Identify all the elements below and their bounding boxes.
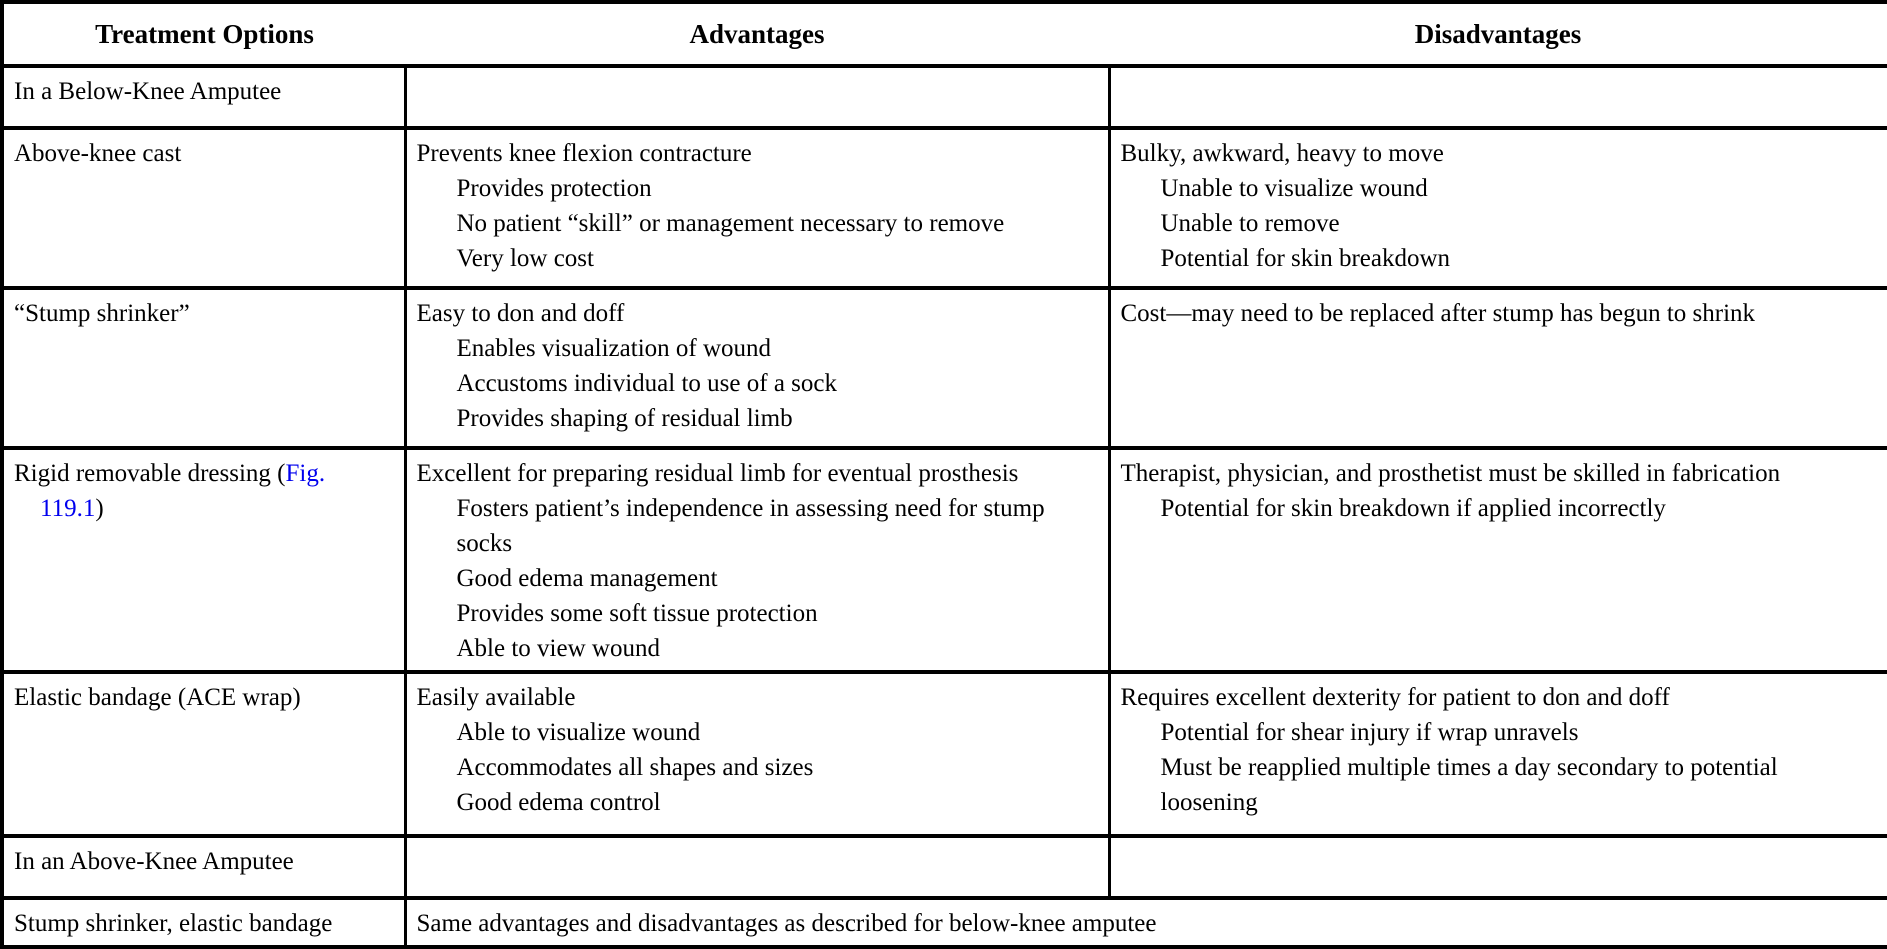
advantage-item: Prevents knee flexion contracture <box>416 140 752 167</box>
treatment-cell: “Stump shrinker” <box>2 288 405 448</box>
section-row-above-knee <box>2 836 1887 898</box>
advantage-item: Very low cost <box>456 245 594 272</box>
advantages-cell <box>405 448 1109 672</box>
column-header-treatment-options: Treatment Options <box>2 2 405 66</box>
treatment-cell: Above-knee cast <box>2 128 405 288</box>
disadvantages-cell <box>1109 672 1887 836</box>
disadvantages-cell <box>1109 128 1887 288</box>
advantage-item: Excellent for preparing residual limb for eventual prosthesis <box>416 460 1019 487</box>
table-row-above-knee-cast <box>2 128 1887 288</box>
advantage-item: Provides protection <box>456 175 652 202</box>
advantage-item: Provides some soft tissue protection <box>456 600 818 627</box>
disadvantage-item: Therapist, physician, and prosthetist must be skilled in fabrication <box>1120 460 1781 487</box>
figure-119-1-link[interactable]: Fig. 119.1 <box>40 460 326 522</box>
treatment-cell: Stump shrinker, elastic bandage <box>2 898 405 947</box>
note-text: Same advantages and disadvantages as described for below-knee amputee <box>416 910 1157 937</box>
advantage-item: Enables visualization of wound <box>456 335 772 362</box>
advantages-cell <box>405 128 1109 288</box>
advantage-item: Easily available <box>416 684 576 711</box>
disadvantage-item: Bulky, awkward, heavy to move <box>1120 140 1444 167</box>
column-header-disadvantages: Disadvantages <box>1109 2 1887 66</box>
advantage-item: Accommodates all shapes and sizes <box>456 754 814 781</box>
disadvantage-item: Must be reapplied multiple times a day secondary to potential loosening <box>1160 754 1778 816</box>
empty-cell <box>1109 66 1887 128</box>
advantage-item: Accustoms individual to use of a sock <box>456 370 837 397</box>
disadvantages-cell <box>1109 288 1887 448</box>
column-header-advantages: Advantages <box>405 2 1109 66</box>
header-row <box>2 2 1887 66</box>
advantage-item: Able to view wound <box>456 635 660 662</box>
disadvantages-cell <box>1109 448 1887 672</box>
section-label-below-knee: In a Below-Knee Amputee <box>2 66 405 128</box>
section-label-above-knee: In an Above-Knee Amputee <box>2 836 405 898</box>
disadvantage-item: Potential for shear injury if wrap unravels <box>1160 719 1579 746</box>
disadvantage-item: Potential for skin breakdown <box>1160 245 1451 272</box>
advantage-item: Able to visualize wound <box>456 719 701 746</box>
treatment-cell: Elastic bandage (ACE wrap) <box>2 672 405 836</box>
table-row-rigid-removable-dressing <box>2 448 1887 672</box>
advantages-cell <box>405 288 1109 448</box>
table-row-stump-shrinker-elastic-bandage <box>2 898 1887 947</box>
advantage-item: Good edema management <box>456 565 718 592</box>
disadvantage-item: Cost—may need to be replaced after stump has begun to shrink <box>1120 300 1756 327</box>
advantages-cell <box>405 672 1109 836</box>
combined-note-cell <box>405 898 1887 947</box>
advantage-item: Easy to don and doff <box>416 300 625 327</box>
table-row-elastic-bandage <box>2 672 1887 836</box>
empty-cell <box>405 66 1109 128</box>
advantage-item: Provides shaping of residual limb <box>456 405 793 432</box>
disadvantage-item: Unable to visualize wound <box>1160 175 1428 202</box>
treatment-cell <box>2 448 405 672</box>
treatment-text: Rigid removable dressing ( <box>14 460 286 487</box>
advantage-item: Fosters patient’s independence in assessing need for stump socks <box>456 495 1045 557</box>
section-row-below-knee <box>2 66 1887 128</box>
advantage-item: No patient “skill” or management necessary to remove <box>456 210 1005 237</box>
disadvantage-item: Requires excellent dexterity for patient to don and doff <box>1120 684 1670 711</box>
disadvantage-item: Unable to remove <box>1160 210 1340 237</box>
empty-cell <box>405 836 1109 898</box>
treatment-text: ) <box>95 495 104 522</box>
disadvantage-item: Potential for skin breakdown if applied incorrectly <box>1160 495 1666 522</box>
advantage-item: Good edema control <box>456 789 661 816</box>
empty-cell <box>1109 836 1887 898</box>
table-row-stump-shrinker <box>2 288 1887 448</box>
